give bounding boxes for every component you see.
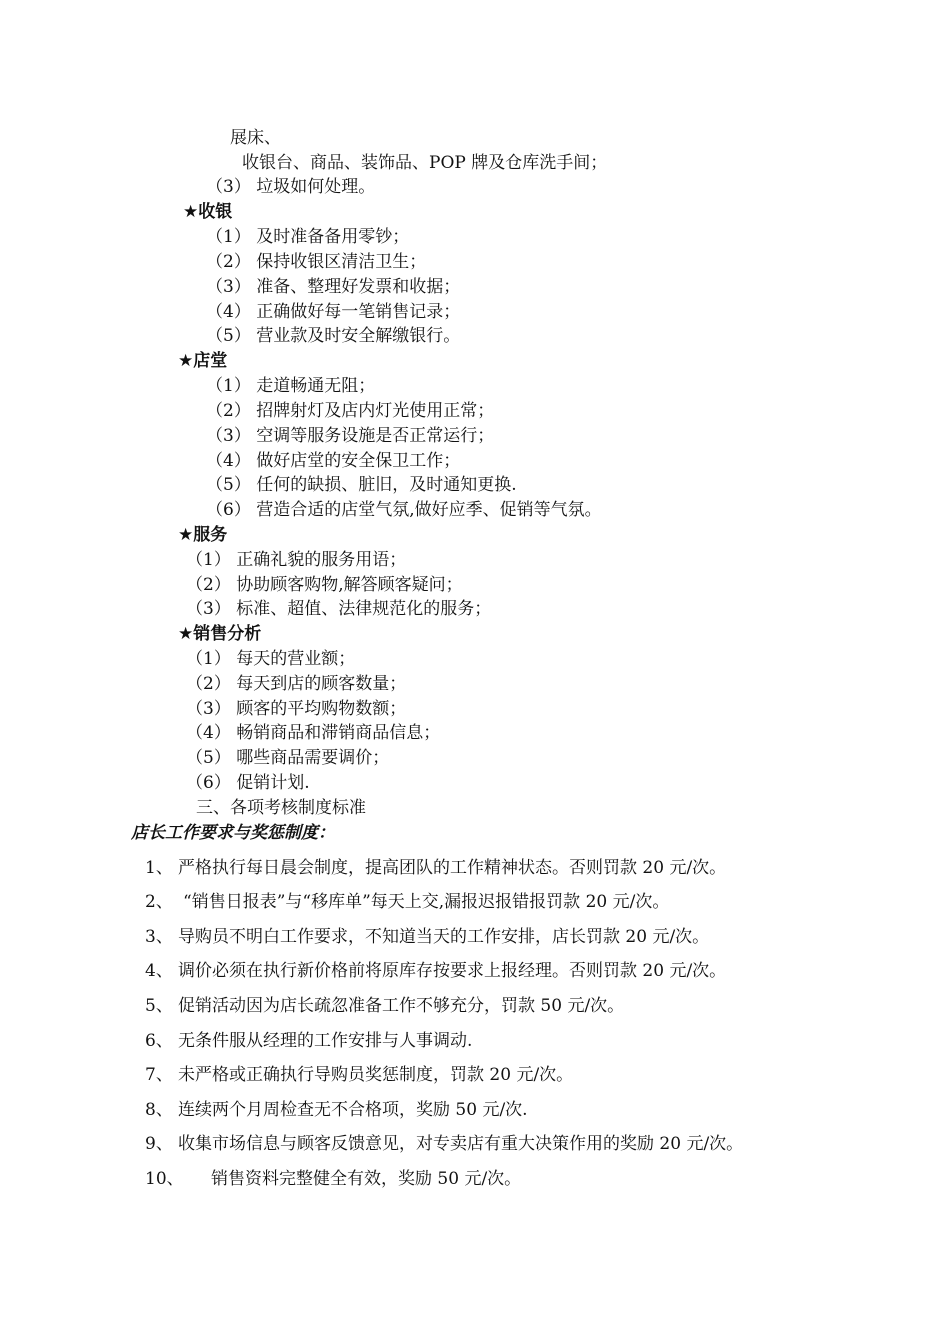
rule-number: 9、 <box>145 1134 173 1154</box>
section-heading-service: ★服务 <box>178 525 228 545</box>
rule-number: 7、 <box>145 1065 173 1085</box>
rule-item <box>145 857 726 879</box>
list-item: （1） 每天的营业额； <box>186 649 356 669</box>
section-heading-sales: ★销售分析 <box>178 624 262 644</box>
rule-item <box>145 1168 521 1190</box>
list-item: （2） 协助顾客购物,解答顾客疑问； <box>186 575 463 595</box>
rule-item <box>145 995 624 1017</box>
list-item: （5） 任何的缺损、脏旧，及时通知更换. <box>206 475 517 495</box>
rule-number: 4、 <box>145 961 173 981</box>
rule-number: 1、 <box>145 858 173 878</box>
rule-text: 连续两个月周检查无不合格项，奖励 50 元/次. <box>178 1100 528 1120</box>
rule-item <box>145 1133 743 1155</box>
list-item: （5） 营业款及时安全解缴银行。 <box>206 326 461 346</box>
rule-item <box>145 1099 528 1121</box>
list-item: （3） 空调等服务设施是否正常运行； <box>206 426 495 446</box>
list-item: （5） 哪些商品需要调价； <box>186 748 390 768</box>
rule-number: 5、 <box>145 996 173 1016</box>
rule-item <box>145 891 669 913</box>
list-item: （1） 走道畅通无阻； <box>206 376 376 396</box>
list-item: （6） 营造合适的店堂气氛,做好应季、促销等气氛。 <box>206 500 602 520</box>
rule-number: 3、 <box>145 927 173 947</box>
section-heading-manager: 店长工作要求与奖惩制度： <box>131 823 335 843</box>
list-item: （2） 招牌射灯及店内灯光使用正常； <box>206 401 495 421</box>
list-item: （3） 顾客的平均购物数额； <box>186 699 407 719</box>
list-item: （4） 做好店堂的安全保卫工作； <box>206 451 461 471</box>
section-heading-cashier: ★收银 <box>183 202 233 222</box>
list-item: （1） 及时准备备用零钞； <box>206 227 410 247</box>
rule-item <box>145 960 726 982</box>
list-item: （3） 准备、整理好发票和收据； <box>206 277 461 297</box>
list-item: （3） 标准、超值、法律规范化的服务； <box>186 599 492 619</box>
text-line: 收银台、商品、装饰品、POP 牌及仓库洗手间； <box>242 153 608 173</box>
rule-text: 调价必须在执行新价格前将原库存按要求上报经理。否则罚款 20 元/次。 <box>178 961 727 981</box>
section-title: 三、各项考核制度标准 <box>196 798 366 818</box>
list-item: （4） 畅销商品和滞销商品信息； <box>186 723 441 743</box>
rule-text: 未严格或正确执行导购员奖惩制度，罚款 20 元/次。 <box>178 1065 574 1085</box>
list-item: （6） 促销计划. <box>186 773 310 793</box>
rule-text: 销售资料完整健全有效，奖励 50 元/次。 <box>211 1169 522 1189</box>
section-heading-hall: ★店堂 <box>178 351 228 371</box>
list-item: （3） 垃圾如何处理。 <box>206 177 376 197</box>
rule-text: “销售日报表”与“移库单”每天上交,漏报迟报错报罚款 20 元/次。 <box>183 892 670 912</box>
rule-item <box>145 926 709 948</box>
rule-number: 6、 <box>145 1031 173 1051</box>
rule-text: 无条件服从经理的工作安排与人事调动. <box>178 1031 473 1051</box>
rule-item <box>145 1030 472 1052</box>
list-item: （1） 正确礼貌的服务用语； <box>186 550 407 570</box>
list-item: （4） 正确做好每一笔销售记录； <box>206 302 461 322</box>
rule-number: 10、 <box>145 1169 184 1189</box>
rule-number: 8、 <box>145 1100 173 1120</box>
rule-text: 促销活动因为店长疏忽准备工作不够充分，罚款 50 元/次。 <box>178 996 625 1016</box>
text-line: 展床、 <box>230 128 281 148</box>
rule-item <box>145 1064 573 1086</box>
rule-text: 收集市场信息与顾客反馈意见，对专卖店有重大决策作用的奖励 20 元/次。 <box>178 1134 744 1154</box>
list-item: （2） 每天到店的顾客数量； <box>186 674 407 694</box>
rule-text: 导购员不明白工作要求，不知道当天的工作安排，店长罚款 20 元/次。 <box>178 927 710 947</box>
list-item: （2） 保持收银区清洁卫生； <box>206 252 427 272</box>
rule-text: 严格执行每日晨会制度，提高团队的工作精神状态。否则罚款 20 元/次。 <box>178 858 727 878</box>
rule-number: 2、 <box>145 892 173 912</box>
